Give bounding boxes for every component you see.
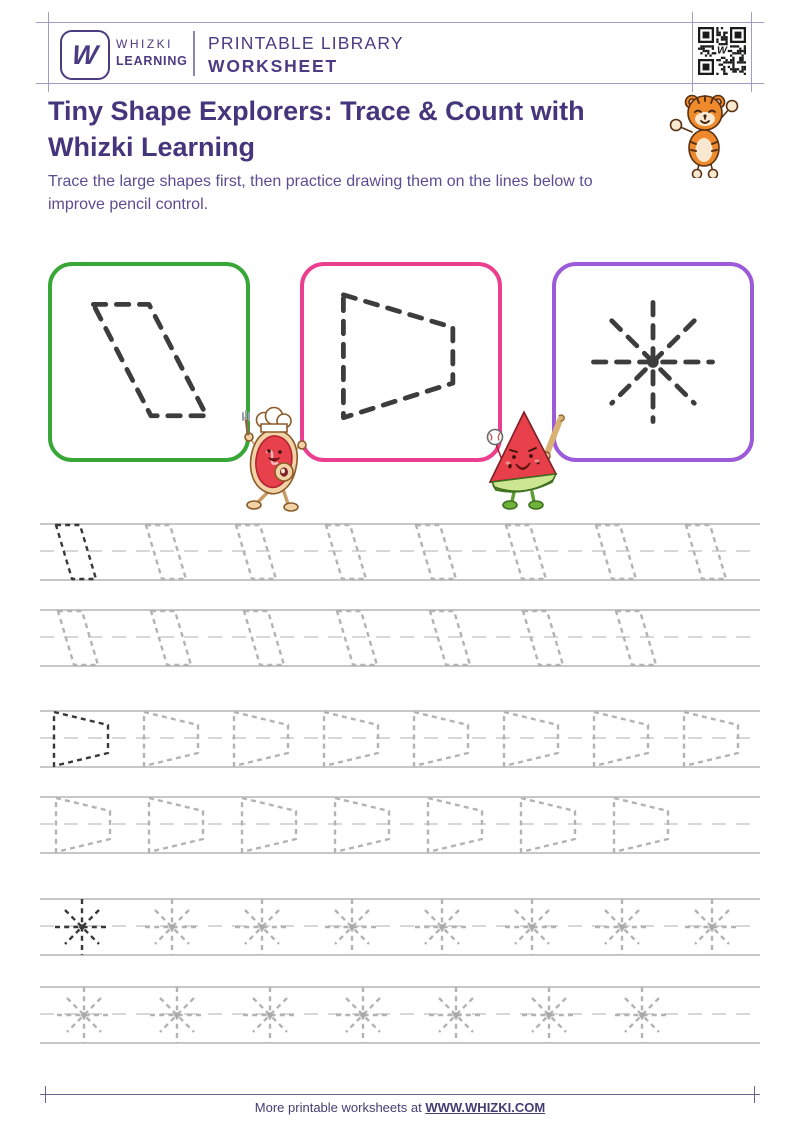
trace-shape-asterisk	[612, 986, 672, 1044]
trace-shape-asterisk	[240, 986, 300, 1044]
trace-shape-parallelogram	[612, 609, 660, 667]
asterisk-trace-shape	[556, 266, 750, 458]
footer-rule	[40, 1094, 760, 1095]
asterisk-outline	[412, 898, 472, 956]
trapezoid-right-outline	[333, 796, 393, 854]
guide-line-middle	[40, 1013, 760, 1015]
trace-shape-trapezoid-right	[52, 710, 112, 768]
footer-prefix: More printable worksheets at	[254, 1100, 426, 1115]
trace-shape-trapezoid-right	[142, 710, 202, 768]
asterisk-outline	[592, 898, 652, 956]
instructions-text: Trace the large shapes first, then practice drawing them on the lines below to improve pencil control.	[48, 173, 593, 214]
trace-shape-parallelogram	[142, 523, 190, 581]
trace-shape-parallelogram	[426, 609, 474, 667]
guide-line-top	[40, 898, 760, 900]
trace-shape-asterisk	[142, 898, 202, 956]
footer-text	[0, 1100, 800, 1115]
trace-shape-parallelogram	[322, 523, 370, 581]
brand-name: WHIZKI	[116, 37, 173, 51]
svg-text:W: W	[717, 44, 727, 57]
trace-shape-parallelogram	[54, 609, 102, 667]
trace-shape-asterisk	[682, 898, 742, 956]
trapezoid-right-outline	[519, 796, 579, 854]
trace-shape-parallelogram	[232, 523, 280, 581]
asterisk-outline	[322, 898, 382, 956]
asterisk-outline	[426, 986, 486, 1044]
asterisk-outline	[54, 986, 114, 1044]
trapezoid-trace-shape	[304, 266, 498, 458]
guide-line-top	[40, 986, 760, 988]
parallelogram-outline	[232, 523, 280, 581]
qr-left-tick	[692, 12, 693, 92]
asterisk-outline	[142, 898, 202, 956]
trapezoid-right-outline	[612, 796, 672, 854]
trapezoid-right-outline	[592, 710, 652, 768]
guide-line-top	[40, 710, 760, 712]
header-bottom-rule	[36, 83, 764, 84]
asterisk-outline	[240, 986, 300, 1044]
guide-line-top	[40, 523, 760, 525]
parallelogram-outline	[502, 523, 550, 581]
trapezoid-right-outline	[426, 796, 486, 854]
guide-line-bottom	[40, 852, 760, 854]
guide-line-top	[40, 796, 760, 798]
asterisk-outline	[52, 898, 112, 956]
practice-row-asterisk	[40, 898, 760, 956]
trapezoid-right-outline	[52, 710, 112, 768]
parallelogram-trace-shape	[52, 266, 246, 458]
logo-monogram: W	[70, 39, 100, 70]
parallelogram-outline	[147, 609, 195, 667]
asterisk-outline	[502, 898, 562, 956]
shape-box-trapezoid	[300, 262, 502, 462]
asterisk-outline	[612, 986, 672, 1044]
trace-shape-asterisk	[52, 898, 112, 956]
trace-shape-parallelogram	[412, 523, 460, 581]
trace-shape-parallelogram	[52, 523, 100, 581]
brand-subname: LEARNING	[116, 54, 188, 68]
trace-shape-parallelogram	[682, 523, 730, 581]
trace-shape-trapezoid-right	[426, 796, 486, 854]
trace-shape-asterisk	[426, 986, 486, 1044]
watermelon-batter-mascot-illustration	[480, 404, 566, 515]
asterisk-outline	[519, 986, 579, 1044]
practice-row-parallelogram	[40, 523, 760, 581]
trace-shape-trapezoid-right	[412, 710, 472, 768]
asterisk-outline	[682, 898, 742, 956]
trace-shape-asterisk	[322, 898, 382, 956]
trapezoid-right-outline	[682, 710, 742, 768]
practice-row-asterisk	[40, 986, 760, 1044]
asterisk-outline	[232, 898, 292, 956]
parallelogram-outline	[412, 523, 460, 581]
trace-shape-trapezoid-right	[322, 710, 382, 768]
trace-shape-asterisk	[54, 986, 114, 1044]
practice-row-trapezoid-right	[40, 710, 760, 768]
trapezoid-right-outline	[502, 710, 562, 768]
header-divider	[193, 31, 195, 76]
parallelogram-outline	[322, 523, 370, 581]
parallelogram-outline	[240, 609, 288, 667]
trace-shape-trapezoid-right	[147, 796, 207, 854]
parallelogram-outline	[142, 523, 190, 581]
trace-shape-trapezoid-right	[502, 710, 562, 768]
guide-line-middle	[40, 925, 760, 927]
header-top-rule	[36, 22, 764, 23]
trace-shape-trapezoid-right	[682, 710, 742, 768]
trace-shape-parallelogram	[592, 523, 640, 581]
practice-row-parallelogram	[40, 609, 760, 667]
qr-right-tick	[751, 12, 752, 92]
guide-line-bottom	[40, 954, 760, 956]
trace-shape-trapezoid-right	[592, 710, 652, 768]
trace-shape-asterisk	[502, 898, 562, 956]
shape-box-parallelogram	[48, 262, 250, 462]
shape-box-asterisk	[552, 262, 754, 462]
qr-code	[698, 27, 746, 75]
trace-shape-parallelogram	[519, 609, 567, 667]
trace-shape-trapezoid-right	[54, 796, 114, 854]
trace-shape-asterisk	[232, 898, 292, 956]
brand-wordmark	[116, 37, 188, 68]
trapezoid-right-outline	[147, 796, 207, 854]
trace-shape-parallelogram	[333, 609, 381, 667]
asterisk-outline	[333, 986, 393, 1044]
steak-chef-mascot-illustration	[234, 404, 314, 519]
trace-shape-asterisk	[147, 986, 207, 1044]
trace-shape-trapezoid-right	[232, 710, 292, 768]
page-title: Tiny Shape Explorers: Trace & Count with Whizki Learning	[48, 96, 585, 162]
parallelogram-outline	[426, 609, 474, 667]
trace-shape-parallelogram	[240, 609, 288, 667]
whizki-logo	[60, 30, 110, 80]
guide-line-middle	[40, 737, 760, 739]
printable-library-label: PRINTABLE LIBRARY	[208, 33, 404, 53]
trace-shape-parallelogram	[147, 609, 195, 667]
parallelogram-outline	[682, 523, 730, 581]
worksheet-label: WORKSHEET	[208, 56, 338, 76]
guide-line-bottom	[40, 665, 760, 667]
trace-shape-asterisk	[592, 898, 652, 956]
trace-shape-trapezoid-right	[240, 796, 300, 854]
website-link[interactable]: WWW.WHIZKI.COM	[425, 1100, 546, 1115]
parallelogram-outline	[333, 609, 381, 667]
trace-shape-asterisk	[519, 986, 579, 1044]
parallelogram-outline	[54, 609, 102, 667]
trace-shape-trapezoid-right	[519, 796, 579, 854]
parallelogram-outline	[592, 523, 640, 581]
parallelogram-outline	[519, 609, 567, 667]
trapezoid-right-outline	[54, 796, 114, 854]
guide-line-bottom	[40, 766, 760, 768]
guide-line-middle	[40, 823, 760, 825]
trace-shape-parallelogram	[502, 523, 550, 581]
guide-line-middle	[40, 636, 760, 638]
asterisk-outline	[147, 986, 207, 1044]
trace-shape-asterisk	[333, 986, 393, 1044]
guide-line-top	[40, 609, 760, 611]
guide-line-middle	[40, 550, 760, 552]
tiger-mascot-illustration	[666, 86, 746, 178]
trace-shape-trapezoid-right	[612, 796, 672, 854]
trapezoid-right-outline	[240, 796, 300, 854]
trace-shape-asterisk	[412, 898, 472, 956]
practice-row-trapezoid-right	[40, 796, 760, 854]
trapezoid-right-outline	[232, 710, 292, 768]
parallelogram-outline	[612, 609, 660, 667]
guide-line-bottom	[40, 1042, 760, 1044]
trapezoid-right-outline	[322, 710, 382, 768]
header-left-tick	[48, 12, 49, 92]
guide-line-bottom	[40, 579, 760, 581]
trapezoid-right-outline	[412, 710, 472, 768]
trace-shape-trapezoid-right	[333, 796, 393, 854]
parallelogram-outline	[52, 523, 100, 581]
trapezoid-right-outline	[142, 710, 202, 768]
